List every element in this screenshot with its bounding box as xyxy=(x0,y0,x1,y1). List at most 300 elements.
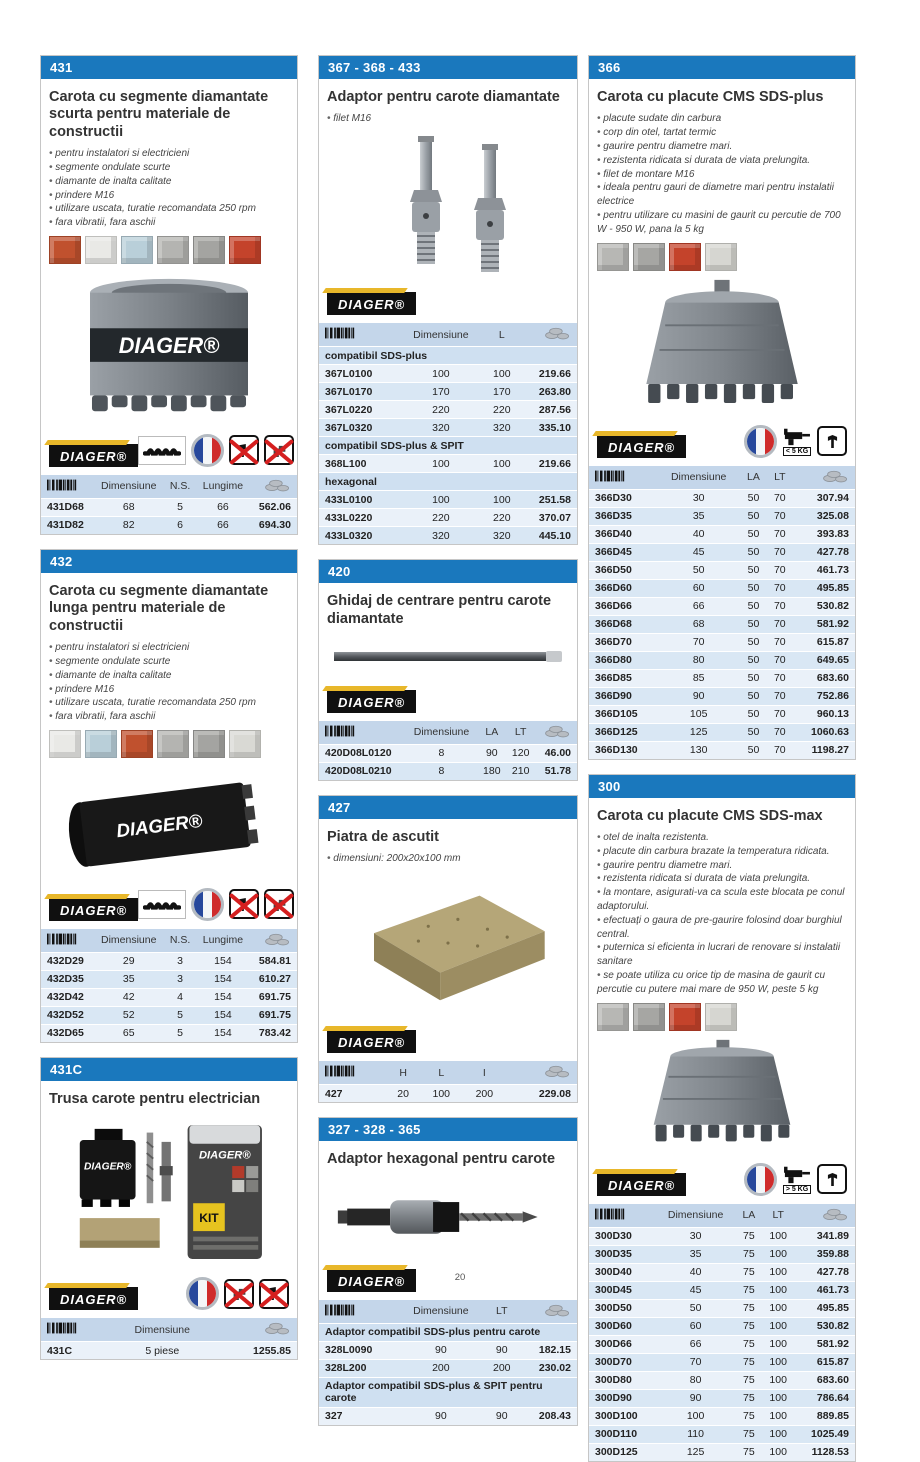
barcode-icon xyxy=(41,1318,109,1342)
dimension-value: 200 xyxy=(463,1085,506,1103)
dimension-value: 100 xyxy=(397,455,484,473)
dimension-value: 8 xyxy=(406,762,478,780)
product-row xyxy=(589,597,855,615)
diager-logo xyxy=(327,1030,416,1053)
bullet-item: • ideala pentru gauri de diametre mari pentru instalatii electrice xyxy=(597,181,847,209)
core-bit-long-illustration xyxy=(49,765,289,883)
dimension-value: 100 xyxy=(397,491,484,509)
column-header: Dimensiune xyxy=(406,720,478,744)
product-row xyxy=(319,744,577,762)
price-value: 752.86 xyxy=(793,687,855,705)
product-code: 300D45 xyxy=(589,1281,656,1299)
stone-block-material-icon xyxy=(705,243,737,271)
product-row xyxy=(41,498,297,516)
column-header: LA xyxy=(477,720,506,744)
dimension-value: 100 xyxy=(762,1425,794,1443)
price-value: 370.07 xyxy=(519,509,577,527)
dimension-value: 35 xyxy=(657,507,740,525)
dimension-value: 70 xyxy=(767,723,793,741)
price-value: 960.13 xyxy=(793,705,855,723)
product-row xyxy=(319,419,577,437)
product-row xyxy=(589,579,855,597)
price-value: 251.58 xyxy=(519,491,577,509)
dimension-value: 65 xyxy=(93,1024,164,1042)
section-ref: 366 xyxy=(589,56,855,79)
price-value: 889.85 xyxy=(794,1407,855,1425)
price-value: 393.83 xyxy=(793,525,855,543)
price-value: 691.75 xyxy=(250,988,297,1006)
product-table-366 xyxy=(589,465,855,759)
dimension-value: 200 xyxy=(484,1359,519,1377)
group-header-row xyxy=(319,473,577,491)
dimension-value: 100 xyxy=(762,1263,794,1281)
dimension-value: 100 xyxy=(484,491,519,509)
column-header: Lungime xyxy=(196,474,250,498)
crown-max-illustration xyxy=(597,1038,847,1158)
product-row xyxy=(319,455,577,473)
concrete-block-material-icon xyxy=(597,1003,629,1031)
section-title: Trusa carote pentru electrician xyxy=(49,1090,261,1107)
section-420 xyxy=(318,559,578,781)
crown-illustration xyxy=(597,278,847,420)
section-title: Ghidaj de centrare pentru carote diamantate xyxy=(327,593,552,627)
price-value: 1198.27 xyxy=(793,741,855,759)
group-label: Adaptor compatibil SDS-plus pentru carote xyxy=(319,1323,577,1341)
price-value: 495.85 xyxy=(793,579,855,597)
weight-limit-label: > 5 KG xyxy=(783,1185,811,1194)
dimension-value: 70 xyxy=(767,525,793,543)
materials-row xyxy=(597,243,847,271)
product-table-431c xyxy=(41,1317,297,1359)
barcode-icon xyxy=(589,465,657,489)
product-row xyxy=(589,561,855,579)
column-header: LT xyxy=(767,465,793,489)
product-table-367 xyxy=(319,322,577,544)
bullet-item: • corp din otel, tartat termic xyxy=(597,126,847,140)
dimension-value: 40 xyxy=(657,525,740,543)
product-code: 300D50 xyxy=(589,1299,656,1317)
section-ref: 431 xyxy=(41,56,297,79)
column-header: Dimensiune xyxy=(656,1203,736,1227)
price-value: 786.64 xyxy=(794,1389,855,1407)
product-row xyxy=(319,365,577,383)
price-value: 461.73 xyxy=(794,1281,855,1299)
product-row xyxy=(589,705,855,723)
product-code: 327 xyxy=(319,1407,397,1425)
product-row xyxy=(319,1407,577,1425)
product-row xyxy=(589,1227,855,1245)
diager-logo-stripe xyxy=(44,1283,130,1288)
diager-logo-text: DIAGER® xyxy=(338,1035,406,1051)
price-value: 615.87 xyxy=(793,633,855,651)
product-code: 366D70 xyxy=(589,633,657,651)
price-value: 182.15 xyxy=(519,1341,577,1359)
dimension-value: 70 xyxy=(656,1353,736,1371)
aerated-concrete-material-icon xyxy=(49,730,81,758)
section-title: Piatra de ascutit xyxy=(327,828,440,845)
bullet-item: • placute din carbura brazate la temperatura ridicata. xyxy=(597,845,847,859)
perforated-block-material-icon xyxy=(193,236,225,264)
column-left xyxy=(40,55,298,1360)
segment-profile-icon xyxy=(138,890,186,919)
dimension-value: 100 xyxy=(484,455,519,473)
hammer-icon xyxy=(817,1164,847,1194)
column-header: Dimensiune xyxy=(109,1318,216,1342)
stone-block-material-icon xyxy=(229,730,261,758)
product-code: 300D66 xyxy=(589,1335,656,1353)
barcode-icon xyxy=(41,474,93,498)
product-row xyxy=(41,1024,297,1042)
bullet-item: • filet de montare M16 xyxy=(597,168,847,182)
price-value: 229.08 xyxy=(506,1085,577,1103)
price-icon xyxy=(250,928,297,952)
product-table-427 xyxy=(319,1060,577,1102)
price-value: 1255.85 xyxy=(216,1342,297,1360)
price-icon xyxy=(506,1061,577,1085)
group-label: hexagonal xyxy=(319,473,577,491)
product-table-300 xyxy=(589,1203,855,1461)
dimension-value: 75 xyxy=(736,1263,762,1281)
section-300 xyxy=(588,774,856,1462)
diager-logo xyxy=(327,690,416,713)
no-water-icon xyxy=(264,435,294,465)
column-header: LA xyxy=(740,465,767,489)
price-value: 683.60 xyxy=(794,1371,855,1389)
section-431 xyxy=(40,55,298,535)
diager-logo-stripe xyxy=(322,288,408,293)
dimension-value: 75 xyxy=(736,1371,762,1389)
product-row xyxy=(589,1317,855,1335)
concrete-block-material-icon xyxy=(597,243,629,271)
product-row xyxy=(589,1245,855,1263)
dimension-value: 50 xyxy=(740,489,767,507)
product-row xyxy=(589,1281,855,1299)
product-code: 366D90 xyxy=(589,687,657,705)
segment-profile-icon xyxy=(138,436,186,465)
product-photo-centering-guide xyxy=(327,634,569,680)
dimension-value: 100 xyxy=(762,1371,794,1389)
price-value: 1060.63 xyxy=(793,723,855,741)
product-code: 427 xyxy=(319,1085,387,1103)
dimension-value: 50 xyxy=(740,543,767,561)
column-header: N.S. xyxy=(164,928,196,952)
dimension-value: 90 xyxy=(397,1407,484,1425)
dimension-value: 70 xyxy=(767,651,793,669)
stone-illustration xyxy=(327,872,569,1020)
dimension-value: 154 xyxy=(196,970,250,988)
dimension-value: 5 xyxy=(164,498,196,516)
dimension-value: 66 xyxy=(196,516,250,534)
dimension-value: 29 xyxy=(93,952,164,970)
no-water-icon xyxy=(264,889,294,919)
section-427 xyxy=(318,795,578,1103)
price-value: 562.06 xyxy=(250,498,297,516)
dimension-value: 40 xyxy=(656,1263,736,1281)
section-432 xyxy=(40,549,298,1043)
price-icon xyxy=(794,1203,855,1227)
product-code: 328L200 xyxy=(319,1359,397,1377)
price-value: 495.85 xyxy=(794,1299,855,1317)
column-header: LA xyxy=(736,1203,762,1227)
product-row xyxy=(319,383,577,401)
dimension-value: 320 xyxy=(397,527,484,545)
dimension-value: 170 xyxy=(484,383,519,401)
dimension-value: 100 xyxy=(484,365,519,383)
adaptor-illustration xyxy=(327,132,569,282)
product-code: 366D68 xyxy=(589,615,657,633)
section-title: Carota cu placute CMS SDS-plus xyxy=(597,89,824,105)
column-header: H xyxy=(387,1061,420,1085)
price-value: 581.92 xyxy=(793,615,855,633)
column-header: L xyxy=(484,323,519,347)
dimension-value: 50 xyxy=(740,507,767,525)
section-title: Adaptor pentru carote diamantate xyxy=(327,89,560,105)
dimension-value: 120 xyxy=(506,744,535,762)
glazed-block-material-icon xyxy=(85,730,117,758)
dimension-value: 70 xyxy=(767,669,793,687)
column-header: Dimensiune xyxy=(93,474,164,498)
price-value: 581.92 xyxy=(794,1335,855,1353)
diager-logo-stripe xyxy=(322,1026,408,1031)
column-right xyxy=(588,55,856,1462)
product-photo-long-core-bit xyxy=(49,765,289,883)
dimension-value: 66 xyxy=(196,498,250,516)
dimension-value: 125 xyxy=(657,723,740,741)
dimension-value: 100 xyxy=(762,1317,794,1335)
price-icon xyxy=(519,1299,577,1323)
dimension-value: 50 xyxy=(657,561,740,579)
feature-list xyxy=(49,147,289,230)
product-code: 367L0170 xyxy=(319,383,397,401)
certification-icons xyxy=(744,1163,847,1196)
dimension-value: 50 xyxy=(740,669,767,687)
section-ref: 367 - 368 - 433 xyxy=(319,56,577,79)
dimension-value: 50 xyxy=(740,687,767,705)
section-title: Carota cu segmente diamantate lunga pentru materiale de constructii xyxy=(49,582,269,634)
product-code: 433L0100 xyxy=(319,491,397,509)
table-header-row xyxy=(319,323,577,347)
product-table-431 xyxy=(41,474,297,534)
product-code: 366D80 xyxy=(589,651,657,669)
product-row xyxy=(41,952,297,970)
certification-icons xyxy=(138,888,294,921)
feature-list xyxy=(327,112,569,126)
dimension-value: 70 xyxy=(767,705,793,723)
diager-logo-text: DIAGER® xyxy=(60,902,128,918)
page-number: 20 xyxy=(454,1272,466,1283)
product-code: 300D125 xyxy=(589,1443,656,1461)
price-value: 1128.53 xyxy=(794,1443,855,1461)
group-header-row xyxy=(319,347,577,365)
bullet-item: • diamante de inalta calitate xyxy=(49,669,289,683)
product-code: 300D35 xyxy=(589,1245,656,1263)
product-photo-electrician-kit xyxy=(49,1114,289,1272)
dimension-value: 3 xyxy=(164,952,196,970)
product-code: 300D70 xyxy=(589,1353,656,1371)
price-value: 445.10 xyxy=(519,527,577,545)
bullet-item: • pentru instalatori si electricieni xyxy=(49,147,289,161)
diager-logo xyxy=(327,292,416,315)
guide-rod-illustration xyxy=(327,634,569,680)
column-header: Dimensiune xyxy=(93,928,164,952)
table-header-row xyxy=(319,1299,577,1323)
dimension-value: 100 xyxy=(762,1281,794,1299)
price-value: 649.65 xyxy=(793,651,855,669)
dimension-value: 70 xyxy=(767,687,793,705)
bullet-item: • efectuați o gaura de pre-gaurire folosind doar burghiul central. xyxy=(597,914,847,942)
product-row xyxy=(41,970,297,988)
column-header: LT xyxy=(484,1299,519,1323)
price-value: 230.02 xyxy=(519,1359,577,1377)
price-value: 610.27 xyxy=(250,970,297,988)
glazed-block-material-icon xyxy=(121,236,153,264)
product-row xyxy=(589,525,855,543)
dimension-value: 60 xyxy=(656,1317,736,1335)
dimension-value: 75 xyxy=(736,1443,762,1461)
dimension-value: 100 xyxy=(397,365,484,383)
product-code: 366D85 xyxy=(589,669,657,687)
price-icon xyxy=(216,1318,297,1342)
dimension-value: 5 xyxy=(164,1024,196,1042)
product-code: 300D80 xyxy=(589,1371,656,1389)
barcode-icon xyxy=(319,323,397,347)
price-value: 694.30 xyxy=(250,516,297,534)
dimension-value: 70 xyxy=(767,633,793,651)
product-code: 366D60 xyxy=(589,579,657,597)
bullet-item: • prindere M16 xyxy=(49,189,289,203)
product-code: 300D100 xyxy=(589,1407,656,1425)
product-row xyxy=(589,543,855,561)
product-row xyxy=(41,988,297,1006)
product-row xyxy=(589,633,855,651)
dimension-value: 100 xyxy=(762,1407,794,1425)
dimension-value: 5 piese xyxy=(109,1342,216,1360)
dimension-value: 320 xyxy=(484,419,519,437)
product-row xyxy=(41,516,297,534)
price-value: 683.60 xyxy=(793,669,855,687)
price-value: 461.73 xyxy=(793,561,855,579)
product-row xyxy=(319,401,577,419)
dimension-value: 125 xyxy=(656,1443,736,1461)
diager-logo-text: DIAGER® xyxy=(608,439,676,455)
price-value: 359.88 xyxy=(794,1245,855,1263)
perforated-block-material-icon xyxy=(193,730,225,758)
feature-list xyxy=(327,852,569,866)
product-row xyxy=(319,1341,577,1359)
section-ref: 300 xyxy=(589,775,855,798)
table-header-row xyxy=(319,720,577,744)
core-bit-illustration xyxy=(49,271,289,429)
dimension-value: 66 xyxy=(656,1335,736,1353)
barcode-icon xyxy=(319,1299,397,1323)
no-hammer-icon xyxy=(229,435,259,465)
dimension-value: 70 xyxy=(767,543,793,561)
hex-adaptor-illustration xyxy=(327,1175,569,1259)
price-icon xyxy=(519,323,577,347)
dimension-value: 90 xyxy=(397,1341,484,1359)
product-photo-sharpening-stone xyxy=(327,872,569,1020)
dimension-value: 100 xyxy=(762,1299,794,1317)
dimension-value: 70 xyxy=(767,561,793,579)
barcode-icon xyxy=(319,720,406,744)
price-value: 584.81 xyxy=(250,952,297,970)
materials-row xyxy=(49,730,289,758)
price-value: 263.80 xyxy=(519,383,577,401)
price-value: 219.66 xyxy=(519,365,577,383)
dimension-value: 75 xyxy=(736,1227,762,1245)
dimension-value: 100 xyxy=(762,1389,794,1407)
product-row xyxy=(589,1353,855,1371)
price-icon xyxy=(535,720,577,744)
product-code: 300D30 xyxy=(589,1227,656,1245)
dimension-value: 68 xyxy=(657,615,740,633)
bullet-item: • la montare, asigurati-va ca scula este blocata pe conul adaptorului. xyxy=(597,886,847,914)
dimension-value: 5 xyxy=(164,1006,196,1024)
barcode-icon xyxy=(589,1203,656,1227)
brick-wall-material-icon xyxy=(229,236,261,264)
table-header-row xyxy=(589,465,855,489)
section-431c xyxy=(40,1057,298,1360)
bullet-item: • pentru instalatori si electricieni xyxy=(49,641,289,655)
dimension-value: 68 xyxy=(93,498,164,516)
product-photo-adaptors xyxy=(327,132,569,282)
dimension-value: 220 xyxy=(484,401,519,419)
product-row xyxy=(319,762,577,780)
dimension-value: 82 xyxy=(93,516,164,534)
bullet-item: • otel de inalta rezistenta. xyxy=(597,831,847,845)
diager-logo-stripe xyxy=(44,440,130,445)
table-header-row xyxy=(319,1061,577,1085)
section-ref: 427 xyxy=(319,796,577,819)
barcode-icon xyxy=(319,1061,387,1085)
price-value: 530.82 xyxy=(793,597,855,615)
dimension-value: 90 xyxy=(656,1389,736,1407)
dimension-value: 50 xyxy=(656,1299,736,1317)
product-row xyxy=(589,741,855,759)
bullet-item: • placute sudate din carbura xyxy=(597,112,847,126)
feature-list xyxy=(597,112,847,236)
dimension-value: 100 xyxy=(762,1443,794,1461)
dimension-value: 75 xyxy=(736,1281,762,1299)
dimension-value: 50 xyxy=(740,723,767,741)
dimension-value: 45 xyxy=(657,543,740,561)
group-header-row xyxy=(319,437,577,455)
product-row xyxy=(589,1425,855,1443)
product-code: 366D105 xyxy=(589,705,657,723)
dimension-value: 130 xyxy=(657,741,740,759)
dimension-value: 110 xyxy=(656,1425,736,1443)
product-row xyxy=(319,509,577,527)
dimension-value: 75 xyxy=(736,1335,762,1353)
product-code: 431C xyxy=(41,1342,109,1360)
product-code: 367L0220 xyxy=(319,401,397,419)
dimension-value: 50 xyxy=(740,561,767,579)
kit-illustration xyxy=(49,1114,289,1272)
product-row xyxy=(589,489,855,507)
dimension-value: 170 xyxy=(397,383,484,401)
price-value: 427.78 xyxy=(794,1263,855,1281)
brick-wall-material-icon xyxy=(669,1003,701,1031)
feature-list xyxy=(49,641,289,724)
kit-cup-brand-text: DIAGER® xyxy=(84,1162,132,1174)
dimension-value: 70 xyxy=(767,597,793,615)
bullet-item: • utilizare uscata, turatie recomandata 250 rpm xyxy=(49,202,289,216)
diager-logo-stripe xyxy=(592,431,678,436)
product-code: 432D65 xyxy=(41,1024,93,1042)
product-table-420 xyxy=(319,720,577,780)
product-row xyxy=(41,1342,297,1360)
bullet-item: • puternica si eficienta in lucrari de renovare si instalatii sanitare xyxy=(597,941,847,969)
